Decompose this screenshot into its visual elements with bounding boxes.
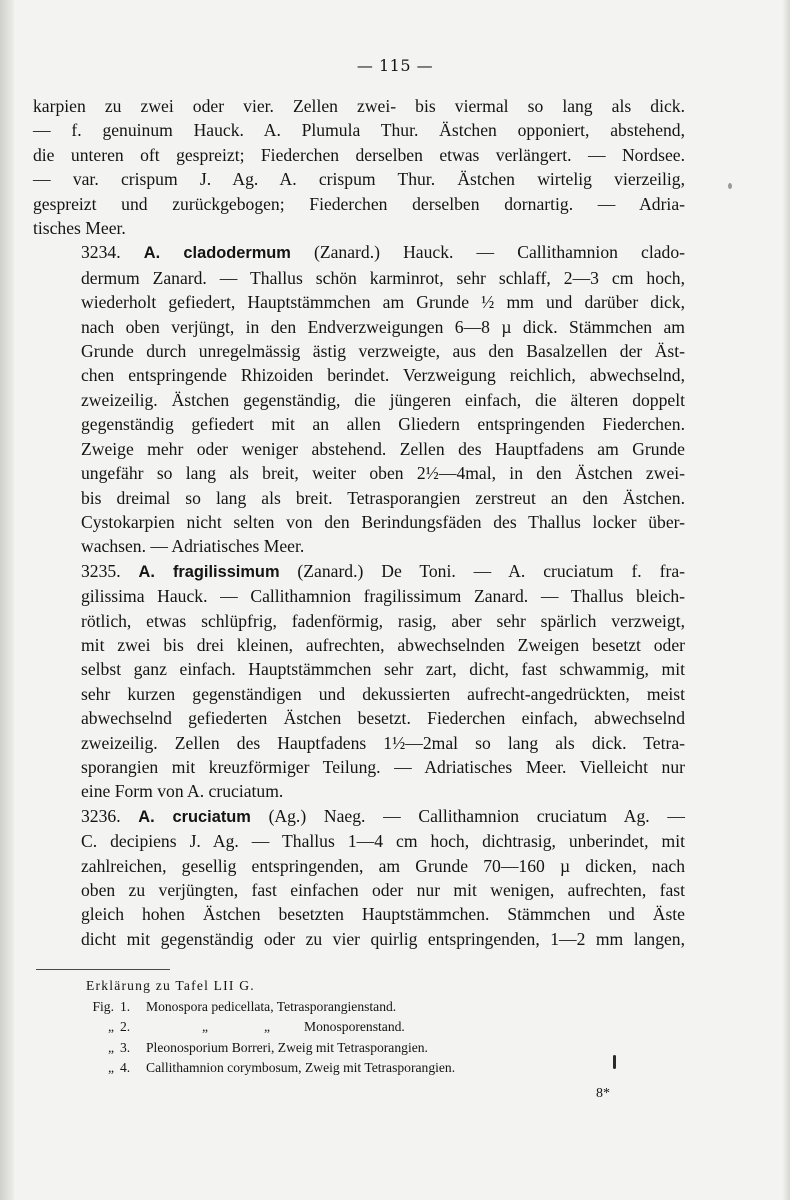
- legend-description: Monospora pedicellata, Tetrasporangienstand.: [146, 998, 397, 1014]
- species-name: A. fragilissimum: [138, 562, 280, 581]
- scan-speck: [613, 1055, 616, 1069]
- entry-3236: [33, 804, 685, 951]
- entry-3234: [33, 240, 685, 558]
- page-number: — 115 —: [356, 56, 434, 75]
- legend-row: [86, 1038, 646, 1059]
- text-line: rötlich, etwas schlüpfrig, fadenförmig, rasig, aber sehr spärlich verzweigt,: [81, 610, 685, 631]
- legend-description: Pleonosporium Borreri, Zweig mit Tetrasporangien.: [146, 1039, 428, 1055]
- text-line: sehr kurzen gegenständigen und dekussierten aufrecht-angedrückten, meist: [81, 683, 685, 704]
- legend-fig-label: „: [107, 1019, 114, 1035]
- text-line: wiederholt gefiedert, Hauptstämmchen am Grunde ½ mm und darüber dick,: [81, 292, 685, 313]
- text-line: sporangien mit kreuzförmiger Teilung. — Adriatisches Meer. Vielleicht nur: [81, 756, 685, 777]
- text-line: dicht mit gegenständig oder zu vier quirlig entspringenden, 1—2 mm langen,: [81, 928, 685, 949]
- text-line: gegenständig gefiedert mit an allen Gliedern entspringenden Fiederchen.: [81, 414, 685, 435]
- scan-shadow-left: [0, 0, 14, 1200]
- scan-speck: [728, 183, 732, 189]
- text-line: selbst ganz einfach. Hauptstämmchen sehr zart, dicht, fast schwammig, mit: [81, 659, 685, 680]
- entry-heading-rest: (Zanard.) Hauck. — Callithamnion clado-: [290, 242, 685, 263]
- text-line: Cystokarpien nicht selten von den Berindungsfäden des Thallus locker über-: [81, 511, 685, 532]
- legend-fig-number: 4.: [120, 1060, 131, 1076]
- entry-heading-rest: (Zanard.) De Toni. — A. cruciatum f. fra-: [279, 560, 685, 581]
- legend-title: Erklärung zu Tafel LII G.: [86, 978, 255, 993]
- text-line: bis dreimal so lang als breit. Tetrasporangien zerstreut an den Ästchen.: [81, 487, 685, 508]
- entry-heading-line: [33, 804, 685, 829]
- text-line: ungefähr so lang als breit, weiter oben 2½—4mal, in den Ästchen zwei-: [81, 463, 685, 484]
- text-line: eine Form von A. cruciatum.: [81, 781, 284, 802]
- entry-number: 3234.: [81, 242, 121, 263]
- text-line: gespreizt und zurückgebogen; Fiederchen derselben dornartig. — Adria-: [33, 193, 685, 214]
- text-line: Grunde durch unregelmässig ästig verzweigte, aus den Basalzellen der Äst-: [81, 341, 685, 362]
- text-line: gleich hohen Ästchen besetzten Hauptstämmchen. Stämmchen und Äste: [81, 904, 685, 925]
- printer-signature-mark: 8*: [596, 1086, 610, 1101]
- legend-fig-label: „: [107, 1060, 114, 1076]
- legend-fig-label: Fig.: [92, 998, 114, 1014]
- footnote-divider: [36, 969, 170, 970]
- entry-3235: [33, 559, 685, 804]
- legend-description: Monosporenstand.: [304, 1019, 405, 1035]
- legend-fig-label: „: [107, 1039, 114, 1055]
- text-line: tisches Meer.: [33, 218, 126, 239]
- legend-fig-number: 3.: [120, 1039, 131, 1055]
- species-name: A. cladodermum: [143, 244, 291, 263]
- entry-number: 3236.: [81, 805, 121, 826]
- legend-row: [86, 997, 646, 1018]
- text-line: Zweige mehr oder weniger abstehend. Zellen des Hauptfadens am Grunde: [81, 438, 685, 459]
- text-line: abwechselnd gefiederten Ästchen besetzt. Fiederchen einfach, abwechselnd: [81, 708, 685, 729]
- text-line: karpien zu zwei oder vier. Zellen zwei- bis viermal so lang als dick.: [33, 96, 685, 116]
- text-line: zweizeilig. Ästchen gegenständig, die jüngeren einfach, die älteren doppelt: [81, 389, 685, 410]
- species-name: A. cruciatum: [138, 807, 251, 826]
- text-line: oben zu verjüngten, fast einfachen oder nur mit wenigen, aufrechten, fast: [81, 880, 685, 900]
- text-line: nach oben verjüngt, in den Endverzweigungen 6—8 µ dick. Stämmchen am: [81, 316, 685, 337]
- text-line: — f. genuinum Hauck. A. Plumula Thur. Ästchen opponiert, abstehend,: [33, 120, 685, 141]
- text-line: zweizeilig. Zellen des Hauptfadens 1½—2mal so lang als dick. Tetra-: [81, 732, 685, 753]
- entry-heading-line: [33, 559, 685, 584]
- text-line: — var. crispum J. Ag. A. crispum Thur. Ästchen wirtelig vierzeilig,: [33, 169, 685, 190]
- text-line: mit zwei bis drei kleinen, aufrechten, abwechselnden Zweigen besetzt oder: [81, 634, 685, 655]
- text-line: wachsen. — Adriatisches Meer.: [81, 536, 305, 557]
- legend-ditto-mark: „: [264, 1019, 271, 1035]
- legend-ditto-mark: „: [201, 1019, 209, 1035]
- legend-fig-number: 1.: [120, 998, 131, 1014]
- intro-paragraph: [33, 94, 685, 240]
- text-line: die unteren oft gespreizt; Fiederchen derselben etwas verlängert. — Nordsee.: [33, 144, 685, 165]
- legend-row: [86, 1058, 646, 1079]
- plate-legend: [86, 976, 646, 1079]
- text-line: gilissima Hauck. — Callithamnion fragilissimum Zanard. — Thallus bleich-: [81, 586, 685, 607]
- text-line: chen entspringende Rhizoiden berindet. Verzweigung reichlich, abwechselnd,: [81, 365, 685, 386]
- text-line: zahlreichen, gesellig entspringenden, am Grunde 70—160 µ dicken, nach: [81, 855, 685, 876]
- legend-fig-number: 2.: [120, 1019, 131, 1035]
- body-text: [33, 94, 685, 951]
- legend-row: [86, 1017, 646, 1038]
- entry-number: 3235.: [81, 560, 121, 581]
- text-line: dermum Zanard. — Thallus schön karminrot, sehr schlaff, 2—3 cm hoch,: [81, 267, 685, 288]
- scan-shadow-right: [782, 0, 790, 1200]
- legend-description: Callithamnion corymbosum, Zweig mit Tetrasporangien.: [146, 1060, 456, 1076]
- entry-heading-line: [33, 240, 685, 265]
- text-line: C. decipiens J. Ag. — Thallus 1—4 cm hoch, dichtrasig, unberindet, mit: [81, 831, 685, 852]
- entry-heading-rest: (Ag.) Naeg. — Callithamnion cruciatum Ag. —: [250, 805, 685, 826]
